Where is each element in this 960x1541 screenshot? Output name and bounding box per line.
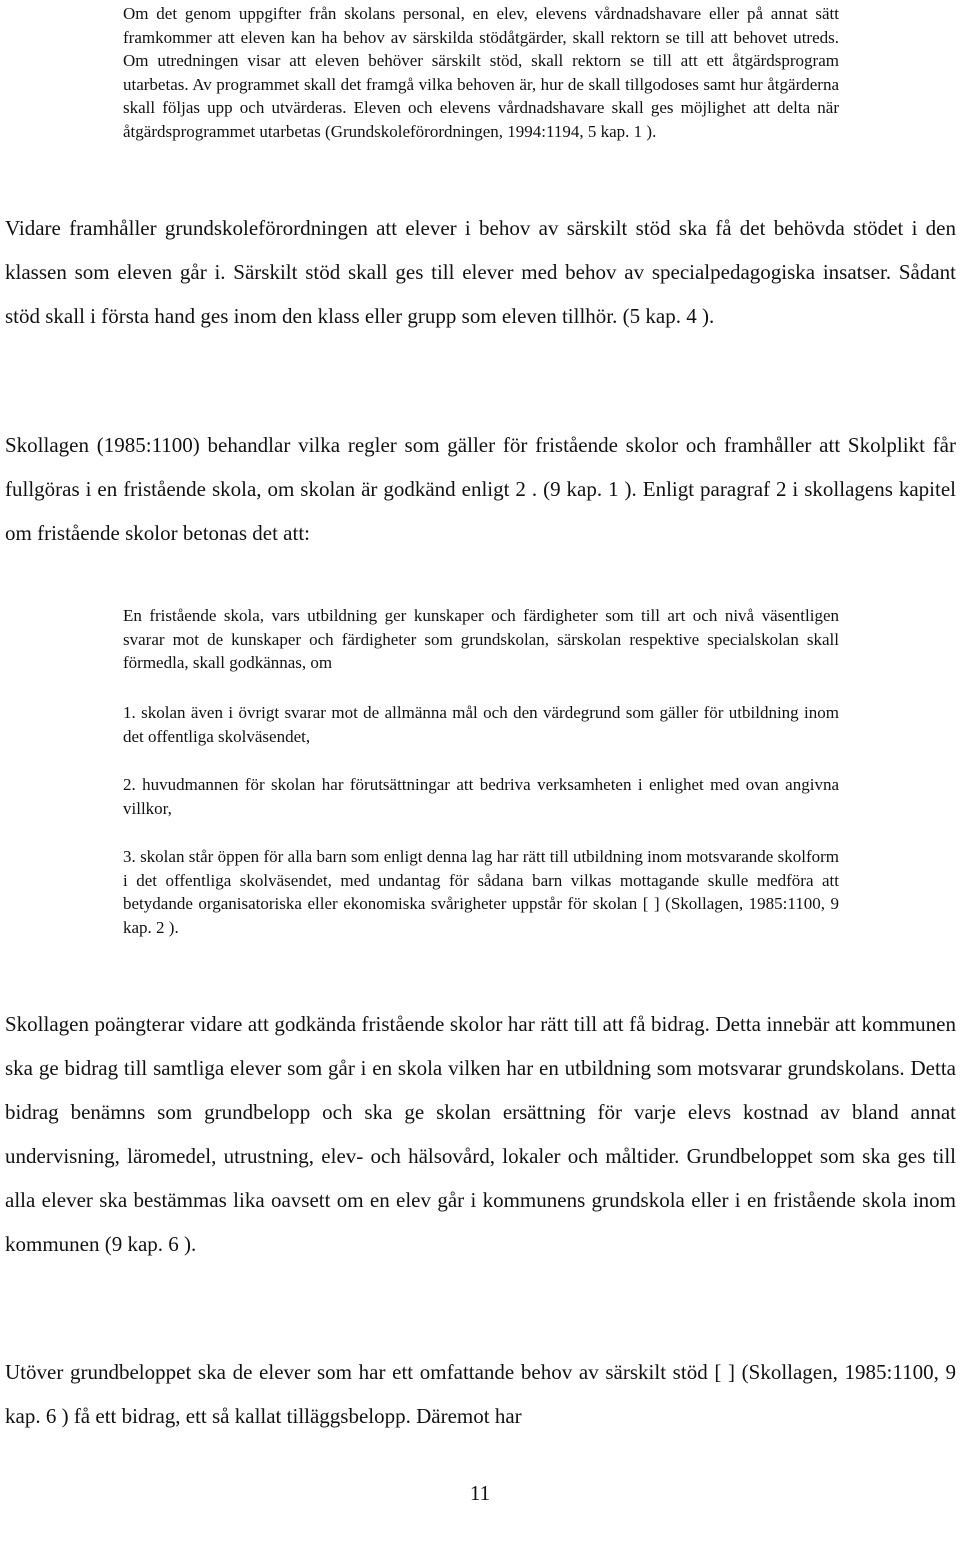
block-quote-opening: Om det genom uppgifter från skolans personal, en elev, elevens vårdnadshavare eller på annat sätt framkommer att eleven kan ha behov av särskilda stödåtgärder, skall rektorn se till att behovet utreds. Om utredningen visar att eleven behöver särskilt stöd, skall rektorn se till att ett åtgärdsprogram utarbetas. Av programmet skall det framgå vilka behoven är, hur de skall tillgodoses samt hur åtgärderna skall följas upp och utvärderas. Eleven och elevens vårdnadshavare skall ges möjlighet att delta när åtgärdsprogrammet utarbetas (Grundskoleförordningen, 1994:1194, 5 kap. 1 ). — [123, 4, 839, 141]
body-paragraph: Skollagen poängterar vidare att godkända fristående skolor har rätt till att få bidrag. Detta innebär att kommunen ska ge bidrag till samtliga elever som går i en skola vilken har en utbildning som motsvarar grundskolans. Detta bidrag benämns som grundbelopp och ska ge skolan ersättning för varje elevs kostnad av bland annat undervisning, läromedel, utrustning, elev- och hälsovård, lokaler och måltider. Grundbeloppet som ska ges till alla elever ska bestämmas lika oavsett om en elev går i kommunens grundskola eller i en fristående skola inom kommunen (9 kap. 6 ). — [5, 1012, 956, 1256]
block-quote-item: 3. skolan står öppen för alla barn som enligt denna lag har rätt till utbildning inom motsvarande skolform i det offentliga skolväsendet, med undantag för sådana barn vilkas mottagande skulle medföra att betydande organisatoriska eller ekonomiska svårigheter uppstår för skolan [ ] (Skollagen, 1985:1100, 9 kap. 2 ). — [123, 847, 839, 937]
page-number: 11 — [469, 1481, 491, 1505]
body-paragraph: Skollagen (1985:1100) behandlar vilka regler som gäller för fristående skolor och framhåller att Skolplikt får fullgöras i en fristående skola, om skolan är godkänd enligt 2 . (9 kap. 1 ). Enligt paragraf 2 i skollagens kapitel om fristående skolor betonas det att: — [5, 433, 956, 545]
body-paragraph: Utöver grundbeloppet ska de elever som har ett omfattande behov av särskilt stöd [ ] (Skollagen, 1985:1100, 9 kap. 6 ) få ett bidrag, ett så kallat tilläggsbelopp. Däremot har — [5, 1360, 956, 1428]
block-quote-item: 2. huvudmannen för skolan har förutsättningar att bedriva verksamheten i enlighet med ovan angivna villkor, — [123, 775, 839, 818]
block-quote-item: 1. skolan även i övrigt svarar mot de allmänna mål och den värdegrund som gäller för utbildning inom det offentliga skolväsendet, — [123, 703, 839, 746]
block-quote-intro: En fristående skola, vars utbildning ger kunskaper och färdigheter som till art och nivå väsentligen svarar mot de kunskaper och färdigheter som grundskolan, särskolan respektive specialskolan skall förmedla, skall godkännas, om — [123, 606, 839, 673]
body-paragraph: Vidare framhåller grundskoleförordningen att elever i behov av särskilt stöd ska få det behövda stödet i den klassen som eleven går i. Särskilt stöd skall ges till elever med behov av specialpedagogiska insatser. Sådant stöd skall i första hand ges inom den klass eller grupp som eleven tillhör. (5 kap. 4 ). — [5, 216, 956, 328]
